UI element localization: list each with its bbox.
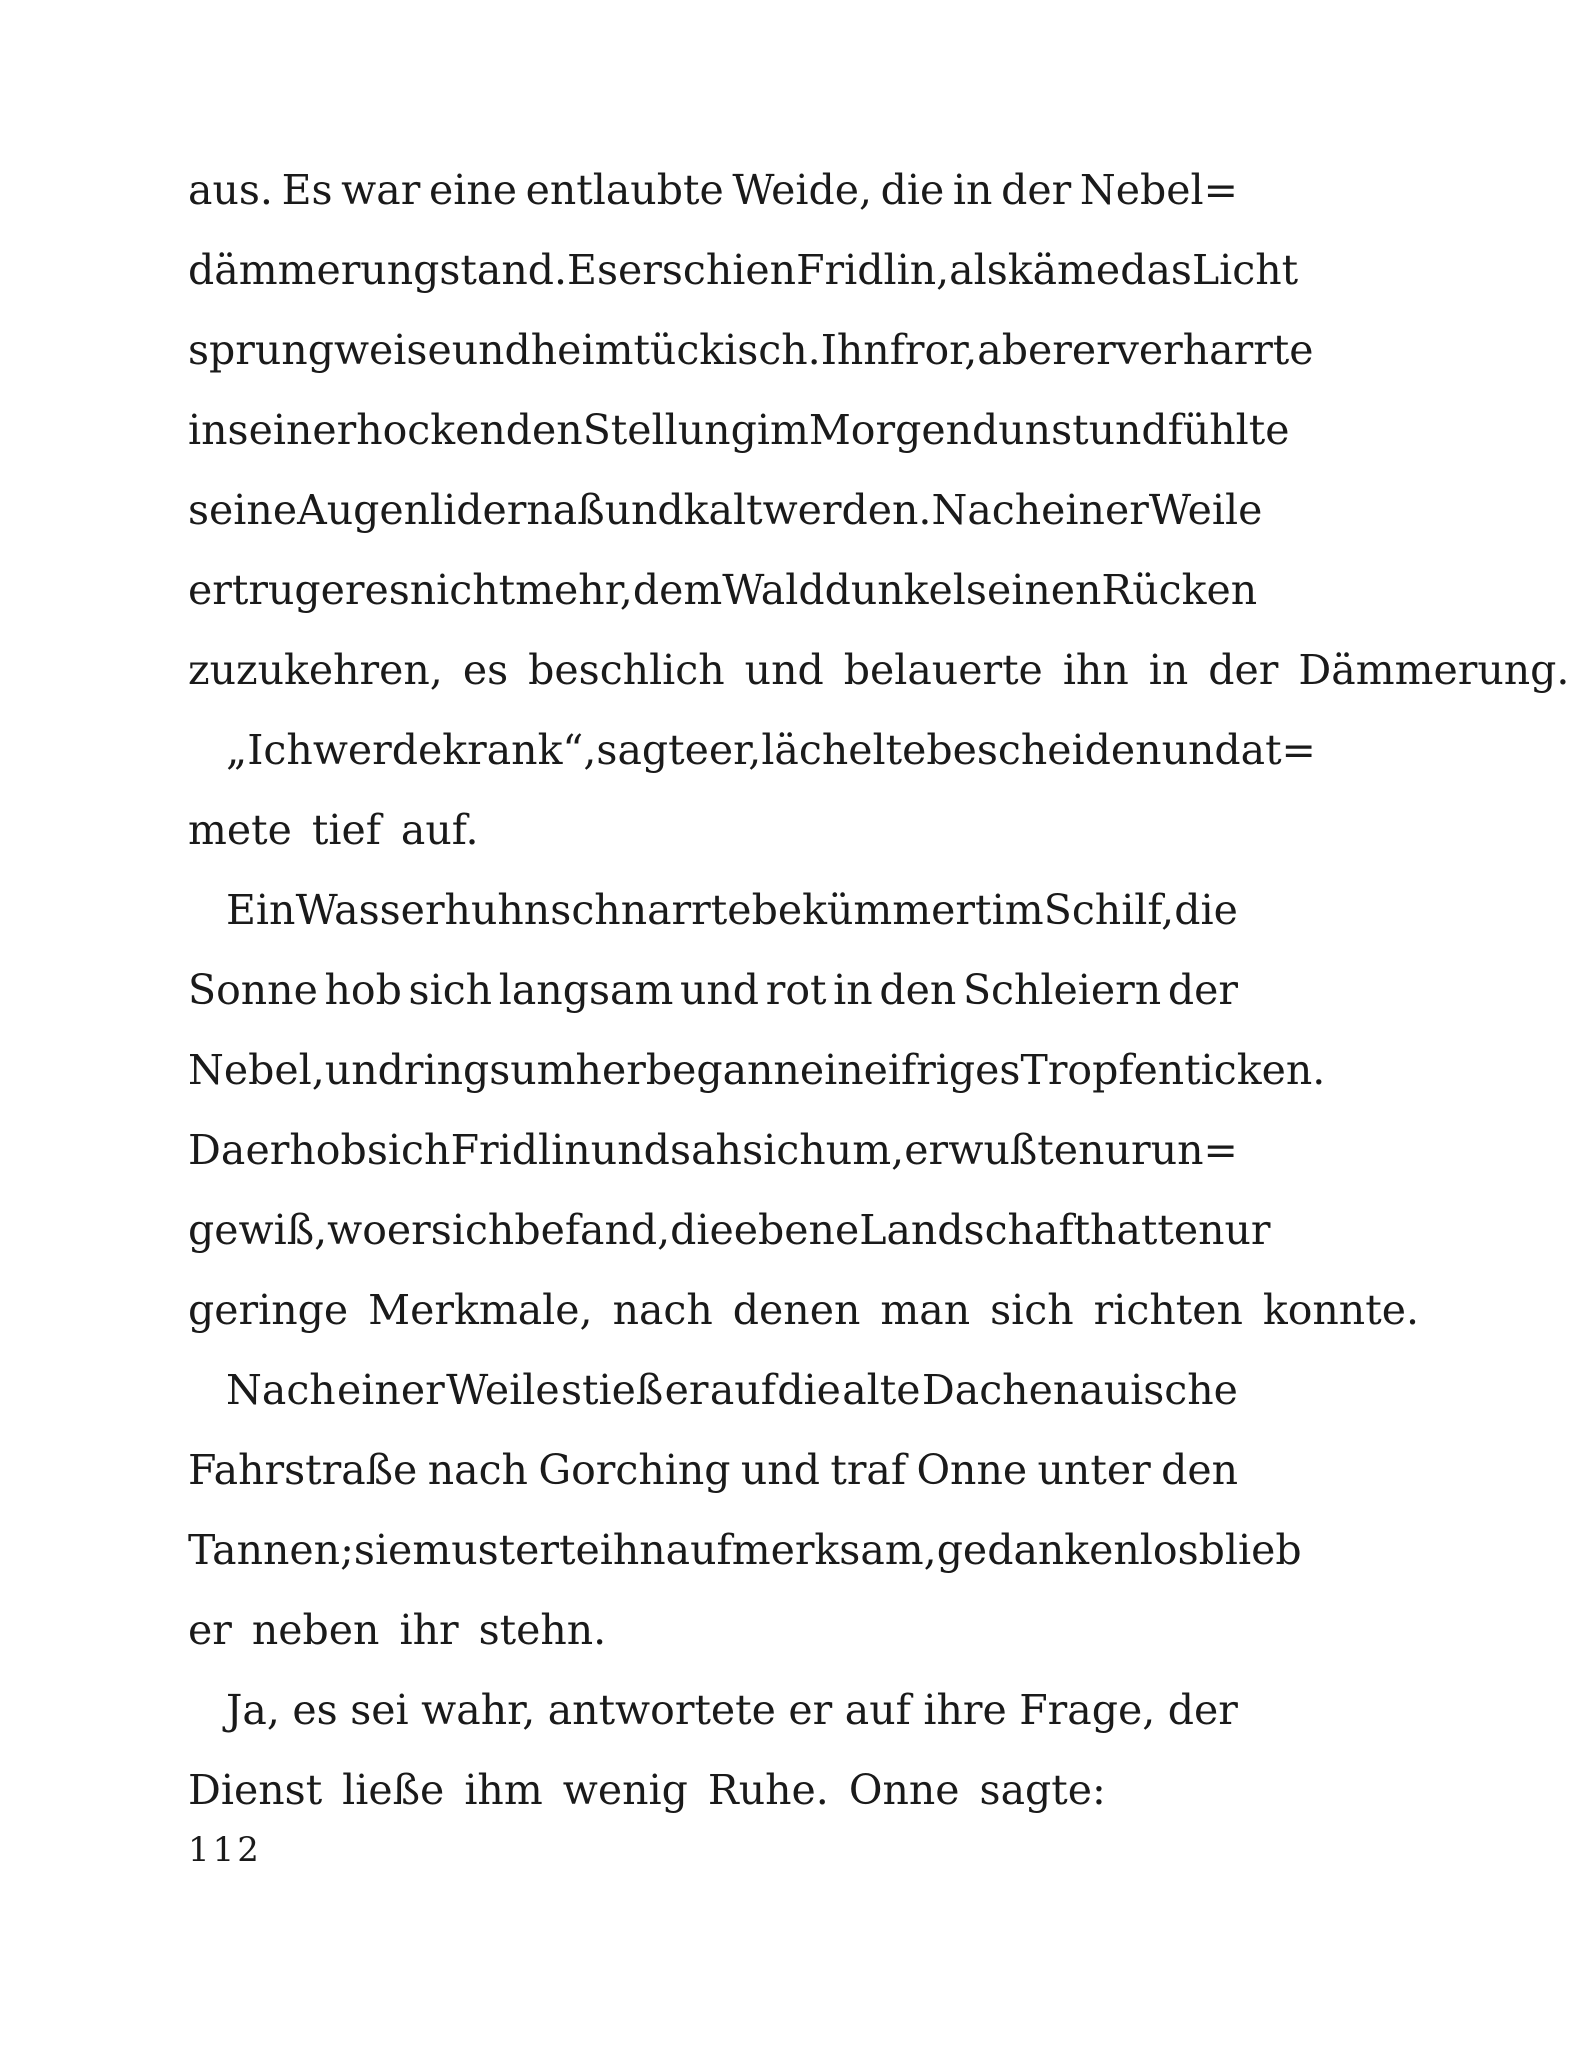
word: Dämmerung. — [1298, 646, 1569, 694]
word: seinen — [965, 566, 1102, 614]
word: „Ich — [226, 726, 313, 774]
word: der — [1167, 966, 1238, 1014]
word: im — [991, 886, 1044, 934]
word: musterte — [412, 1526, 600, 1574]
word: neben — [251, 1606, 380, 1654]
word: konnte. — [1262, 1286, 1419, 1334]
word: er — [386, 1206, 431, 1254]
word: nach — [612, 1286, 713, 1334]
word: den — [879, 966, 957, 1014]
word: käme — [1007, 246, 1121, 294]
word: in — [833, 966, 873, 1014]
word: ließe — [342, 1766, 445, 1814]
word: eifriges — [863, 1046, 1021, 1094]
word: aufmerksam, — [665, 1526, 937, 1574]
word: Augenlider — [297, 486, 527, 534]
word: ringsumher — [403, 1046, 646, 1094]
word: ihn — [1062, 646, 1129, 694]
word: hob — [324, 966, 402, 1014]
word: heimtückisch. — [530, 326, 821, 374]
word: dämmerung — [188, 246, 440, 294]
word: es — [462, 646, 509, 694]
word: geringe — [188, 1286, 349, 1334]
word: sich — [366, 1126, 451, 1174]
word: sie — [353, 1526, 413, 1574]
word: Dienst — [188, 1766, 323, 1814]
text-line — [188, 1270, 1419, 1350]
word: war — [341, 166, 421, 214]
word: Fridlin — [450, 1126, 591, 1174]
word: ebene — [733, 1206, 860, 1254]
word: tief — [311, 806, 381, 854]
word: denen — [732, 1286, 861, 1334]
word: werde — [312, 726, 443, 774]
text-line — [188, 550, 1258, 630]
word: auf — [709, 1366, 776, 1414]
word: und — [740, 1446, 820, 1494]
word: sagte: — [979, 1766, 1106, 1814]
word: und — [1088, 406, 1168, 454]
word: belauerte — [843, 646, 1043, 694]
word: gewiß, — [188, 1206, 328, 1254]
word: er, — [708, 726, 762, 774]
word: er — [320, 566, 365, 614]
word: auf. — [400, 806, 479, 854]
word: fror, — [889, 326, 978, 374]
word: die — [1174, 886, 1238, 934]
word: Stellung — [582, 406, 757, 454]
word: Sonne — [188, 966, 318, 1014]
word: begann — [645, 1046, 800, 1094]
word: langsam — [498, 966, 674, 1014]
word: Wasserhuhn — [295, 886, 551, 934]
word: Weile — [1148, 486, 1263, 534]
word: ein — [799, 1046, 864, 1094]
word: einer — [1041, 486, 1149, 534]
word: Weide, — [732, 166, 873, 214]
word: hatte — [1090, 1206, 1199, 1254]
word: man — [880, 1286, 971, 1334]
word: als — [949, 246, 1008, 294]
word: nach — [427, 1446, 528, 1494]
word: Ruhe. — [707, 1766, 829, 1814]
word: ihn — [599, 1526, 666, 1574]
word: aus. — [188, 166, 273, 214]
text-line — [188, 1190, 1271, 1270]
text-line — [188, 150, 1238, 230]
word: in — [952, 166, 993, 214]
word: unter — [1037, 1446, 1151, 1494]
word: Landschaft — [859, 1206, 1091, 1254]
word: er — [188, 1606, 232, 1654]
text-line — [188, 470, 1263, 550]
text-line — [188, 870, 1238, 950]
word: antwortete — [547, 1686, 776, 1734]
word: Nebel= — [1079, 166, 1238, 214]
word: Rücken — [1101, 566, 1258, 614]
word: naß — [526, 486, 605, 534]
word: kalt — [683, 486, 763, 534]
word: wahr, — [421, 1686, 536, 1734]
word: im — [756, 406, 809, 454]
word: der — [1167, 1686, 1238, 1734]
text-line — [188, 1750, 1238, 1830]
word: und — [324, 1046, 404, 1094]
word: zuzukehren, — [188, 646, 443, 694]
word: Walddunkel — [722, 566, 966, 614]
page-number: 112 — [188, 1830, 262, 1870]
word: sich — [430, 1206, 515, 1254]
word: Dachenauische — [921, 1366, 1238, 1414]
text-line — [188, 950, 1238, 1030]
word: und — [1161, 726, 1241, 774]
word: Onne — [916, 1446, 1028, 1494]
word: der — [1208, 646, 1279, 694]
word: um, — [825, 1126, 905, 1174]
word: das — [1120, 246, 1192, 294]
word: stand. — [439, 246, 568, 294]
word: Ja, — [226, 1686, 280, 1734]
word: er — [788, 1686, 833, 1734]
word: sei — [350, 1686, 409, 1734]
word: mete — [188, 806, 292, 854]
text-line — [188, 1110, 1238, 1190]
text-line — [188, 1670, 1238, 1750]
word: hockenden — [356, 406, 583, 454]
word: und — [680, 966, 760, 1014]
word: Tropfenticken. — [1020, 1046, 1326, 1094]
word: richten — [1093, 1286, 1243, 1334]
word: er — [1071, 326, 1116, 374]
word: Licht — [1191, 246, 1299, 294]
word: es — [292, 1686, 338, 1734]
word: einer — [337, 1366, 445, 1414]
word: seine — [188, 486, 298, 534]
word: fühlte — [1167, 406, 1290, 454]
word: die — [880, 166, 945, 214]
word: lächelte — [761, 726, 927, 774]
word: und — [451, 326, 531, 374]
word: wenig — [562, 1766, 688, 1814]
word: krank“, — [442, 726, 597, 774]
word: Ein — [226, 886, 296, 934]
word: sich — [990, 1286, 1074, 1334]
word: ihm — [464, 1766, 543, 1814]
word: in — [188, 406, 228, 454]
word: Nebel, — [188, 1046, 325, 1094]
word: Gorching — [538, 1446, 731, 1494]
word: und — [744, 646, 824, 694]
text-line — [188, 1430, 1238, 1510]
word: Da — [188, 1126, 246, 1174]
word: wo — [327, 1206, 387, 1254]
word: nur — [1198, 1206, 1271, 1254]
text-line — [188, 710, 1316, 790]
word: stehn. — [478, 1606, 607, 1654]
word: der — [1001, 166, 1072, 214]
word: in — [1148, 646, 1189, 694]
word: dem — [632, 566, 723, 614]
word: stieß — [560, 1366, 664, 1414]
text-line — [188, 390, 1290, 470]
word: und — [590, 1126, 670, 1174]
word: verharrte — [1115, 326, 1314, 374]
word: Schilf, — [1043, 886, 1175, 934]
word: eine — [428, 166, 517, 214]
word: werden. — [762, 486, 932, 534]
word: erhob — [245, 1126, 367, 1174]
word: erschien — [618, 246, 797, 294]
word: un= — [1150, 1126, 1238, 1174]
word: Morgendunst — [808, 406, 1089, 454]
word: sprungweise — [188, 326, 452, 374]
word: befand, — [514, 1206, 671, 1254]
word: er — [904, 1126, 949, 1174]
word: blieb — [1198, 1526, 1302, 1574]
word: und — [604, 486, 684, 534]
word: entlaubte — [525, 166, 724, 214]
word: bekümmert — [751, 886, 992, 934]
word: Es — [281, 166, 333, 214]
word: die — [777, 1366, 841, 1414]
word: ertrug — [188, 566, 321, 614]
word: nicht — [409, 566, 516, 614]
word: Frage, — [1019, 1686, 1156, 1734]
body-text — [188, 150, 1569, 1830]
text-line — [188, 1590, 1238, 1670]
word: Merkmale, — [368, 1286, 593, 1334]
text-line — [188, 790, 1238, 870]
word: beschlich — [528, 646, 725, 694]
word: nur — [1078, 1126, 1151, 1174]
word: sagte — [596, 726, 709, 774]
word: traf — [830, 1446, 907, 1494]
text-line — [188, 310, 1314, 390]
text-line — [188, 630, 1569, 710]
word: auf — [844, 1686, 911, 1734]
text-line — [188, 1350, 1238, 1430]
word: Tannen; — [188, 1526, 354, 1574]
word: Nach — [931, 486, 1042, 534]
word: sich — [408, 966, 493, 1014]
word: mehr, — [515, 566, 633, 614]
word: bescheiden — [926, 726, 1162, 774]
word: alte — [842, 1366, 921, 1414]
word: Nach — [226, 1366, 336, 1414]
word: die — [670, 1206, 734, 1254]
word: Fridlin, — [796, 246, 950, 294]
word: den — [1161, 1446, 1238, 1494]
word: gedankenlos — [936, 1526, 1199, 1574]
word: Fahrstraße — [188, 1446, 418, 1494]
word: rot — [765, 966, 827, 1014]
word: Weile — [446, 1366, 560, 1414]
word: schnarrte — [550, 886, 752, 934]
text-line — [188, 1030, 1326, 1110]
word: ihre — [923, 1686, 1007, 1734]
word: aber — [977, 326, 1072, 374]
word: Schleiern — [962, 966, 1162, 1014]
word: Es — [567, 246, 619, 294]
word: es — [364, 566, 410, 614]
word: seiner — [227, 406, 357, 454]
word: Ihn — [820, 326, 890, 374]
word: Onne — [848, 1766, 960, 1814]
word: ihr — [399, 1606, 459, 1654]
word: wußte — [948, 1126, 1078, 1174]
text-line — [188, 1510, 1302, 1590]
word: er — [664, 1366, 709, 1414]
word: at= — [1240, 726, 1316, 774]
word: sich — [742, 1126, 826, 1174]
text-line — [188, 230, 1299, 310]
word: sah — [670, 1126, 742, 1174]
